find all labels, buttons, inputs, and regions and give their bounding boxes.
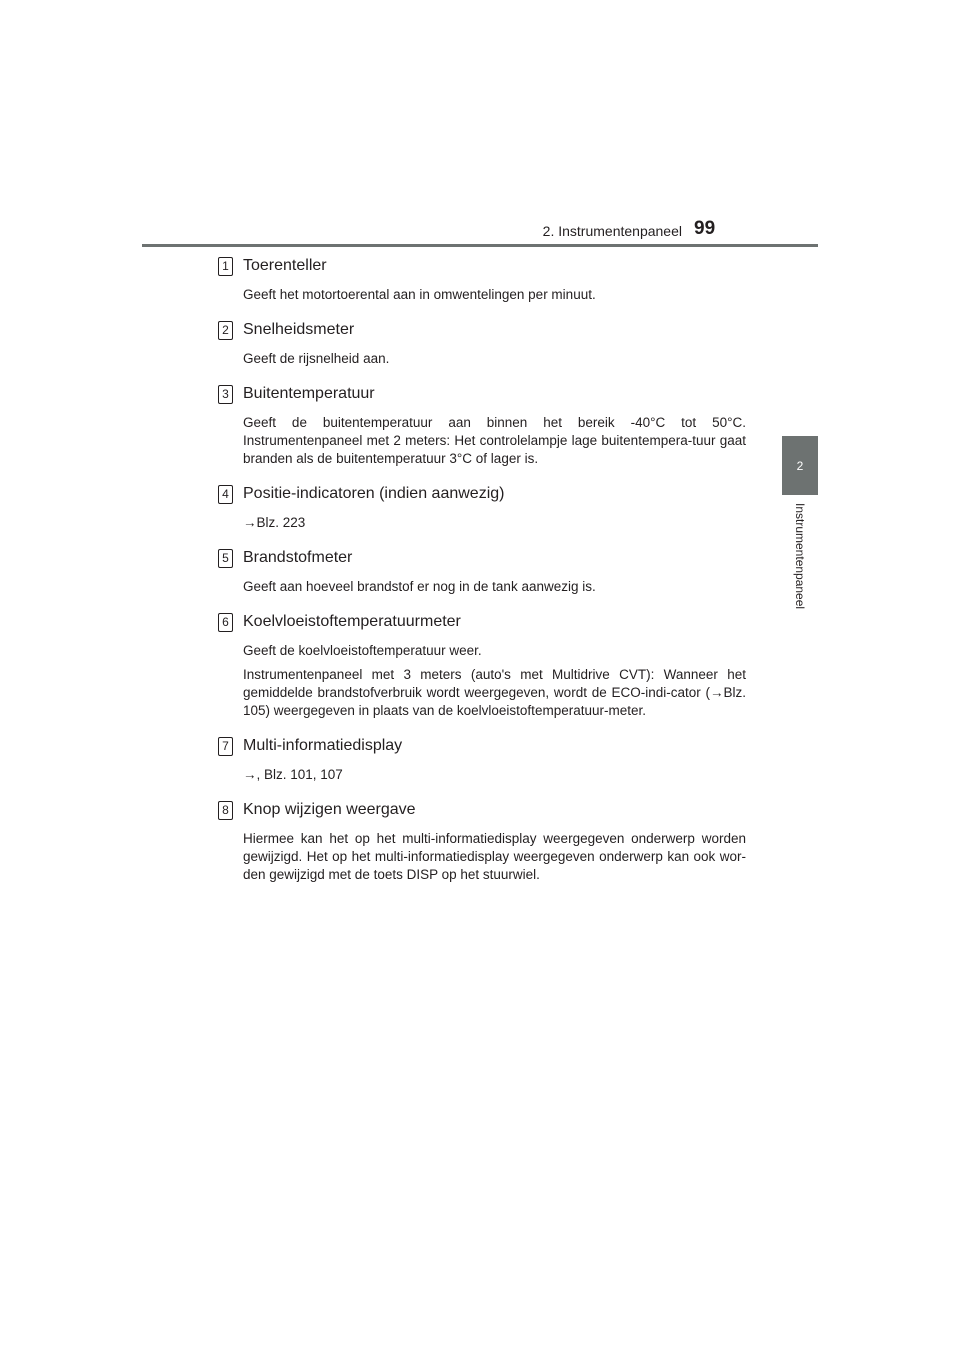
list-item <box>218 610 746 720</box>
list-item <box>218 482 746 532</box>
chapter-tab-number: 2 <box>796 458 804 473</box>
item-number: 1 <box>218 257 233 276</box>
item-number: 3 <box>218 385 233 404</box>
item-number: 2 <box>218 321 233 340</box>
item-title: Knop wijzigen weergave <box>243 801 416 818</box>
item-number: 4 <box>218 485 233 504</box>
header-divider <box>142 244 818 247</box>
page-number: 99 <box>694 218 716 239</box>
list-item <box>218 382 746 468</box>
item-description: Geeft aan hoeveel brandstof er nog in de tank aanwezig is. <box>243 579 596 594</box>
list-item <box>218 546 746 596</box>
item-description: Hiermee kan het op het multi-informatiedisplay weergegeven onderwerp worden gewijzigd. Het op het multi-informatiedisplay weergegeven onderwerp kan ook wor-den gewijzigd met de toets DISP op het stuurwiel. <box>243 831 746 882</box>
item-number: 5 <box>218 549 233 568</box>
item-description: Geeft het motortoerental aan in omwentelingen per minuut. <box>243 287 596 302</box>
chapter-tab <box>782 436 818 495</box>
item-description: Geeft de koelvloeistoftemperatuur weer. <box>243 643 482 658</box>
list-item <box>218 318 746 368</box>
item-title: Brandstofmeter <box>243 549 353 566</box>
item-description: Geeft de buitentemperatuur aan binnen het bereik -40°C tot 50°C. Instrumentenpaneel met 2 meters: Het controlelampje lage buitentempera-tuur gaat branden als de buitentemperatuur 3°C of lager is. <box>243 415 746 466</box>
list-item <box>218 734 746 784</box>
item-list <box>218 254 746 898</box>
chapter-title: 2. Instrumentenpaneel <box>542 223 682 239</box>
item-title: Koelvloeistoftemperatuurmeter <box>243 613 461 630</box>
item-title: Multi-informatiedisplay <box>243 737 403 754</box>
item-number: 6 <box>218 613 233 632</box>
item-title: Toerenteller <box>243 257 327 274</box>
item-description: Geeft de rijsnelheid aan. <box>243 351 390 366</box>
item-description: Instrumentenpaneel met 3 meters (auto's met Multidrive CVT): Wanneer het gemiddelde brandstofverbruik wordt weergegeven, wordt de ECO-indi-cator (→Blz. 105) weergegeven in plaats van de koelvloeistoftemperatuur-meter. <box>243 667 746 718</box>
item-number: 8 <box>218 801 233 820</box>
item-number: 7 <box>218 737 233 756</box>
item-title: Snelheidsmeter <box>243 321 355 338</box>
page-reference-link[interactable]: →, Blz. 101, 107 <box>243 767 343 782</box>
item-title: Buitentemperatuur <box>243 385 375 402</box>
chapter-tab-label: Instrumentenpaneel <box>793 503 807 610</box>
item-title: Positie-indicatoren (indien aanwezig) <box>243 485 505 502</box>
list-item <box>218 254 746 304</box>
page-reference-link[interactable]: →Blz. 223 <box>243 515 306 530</box>
list-item <box>218 798 746 884</box>
